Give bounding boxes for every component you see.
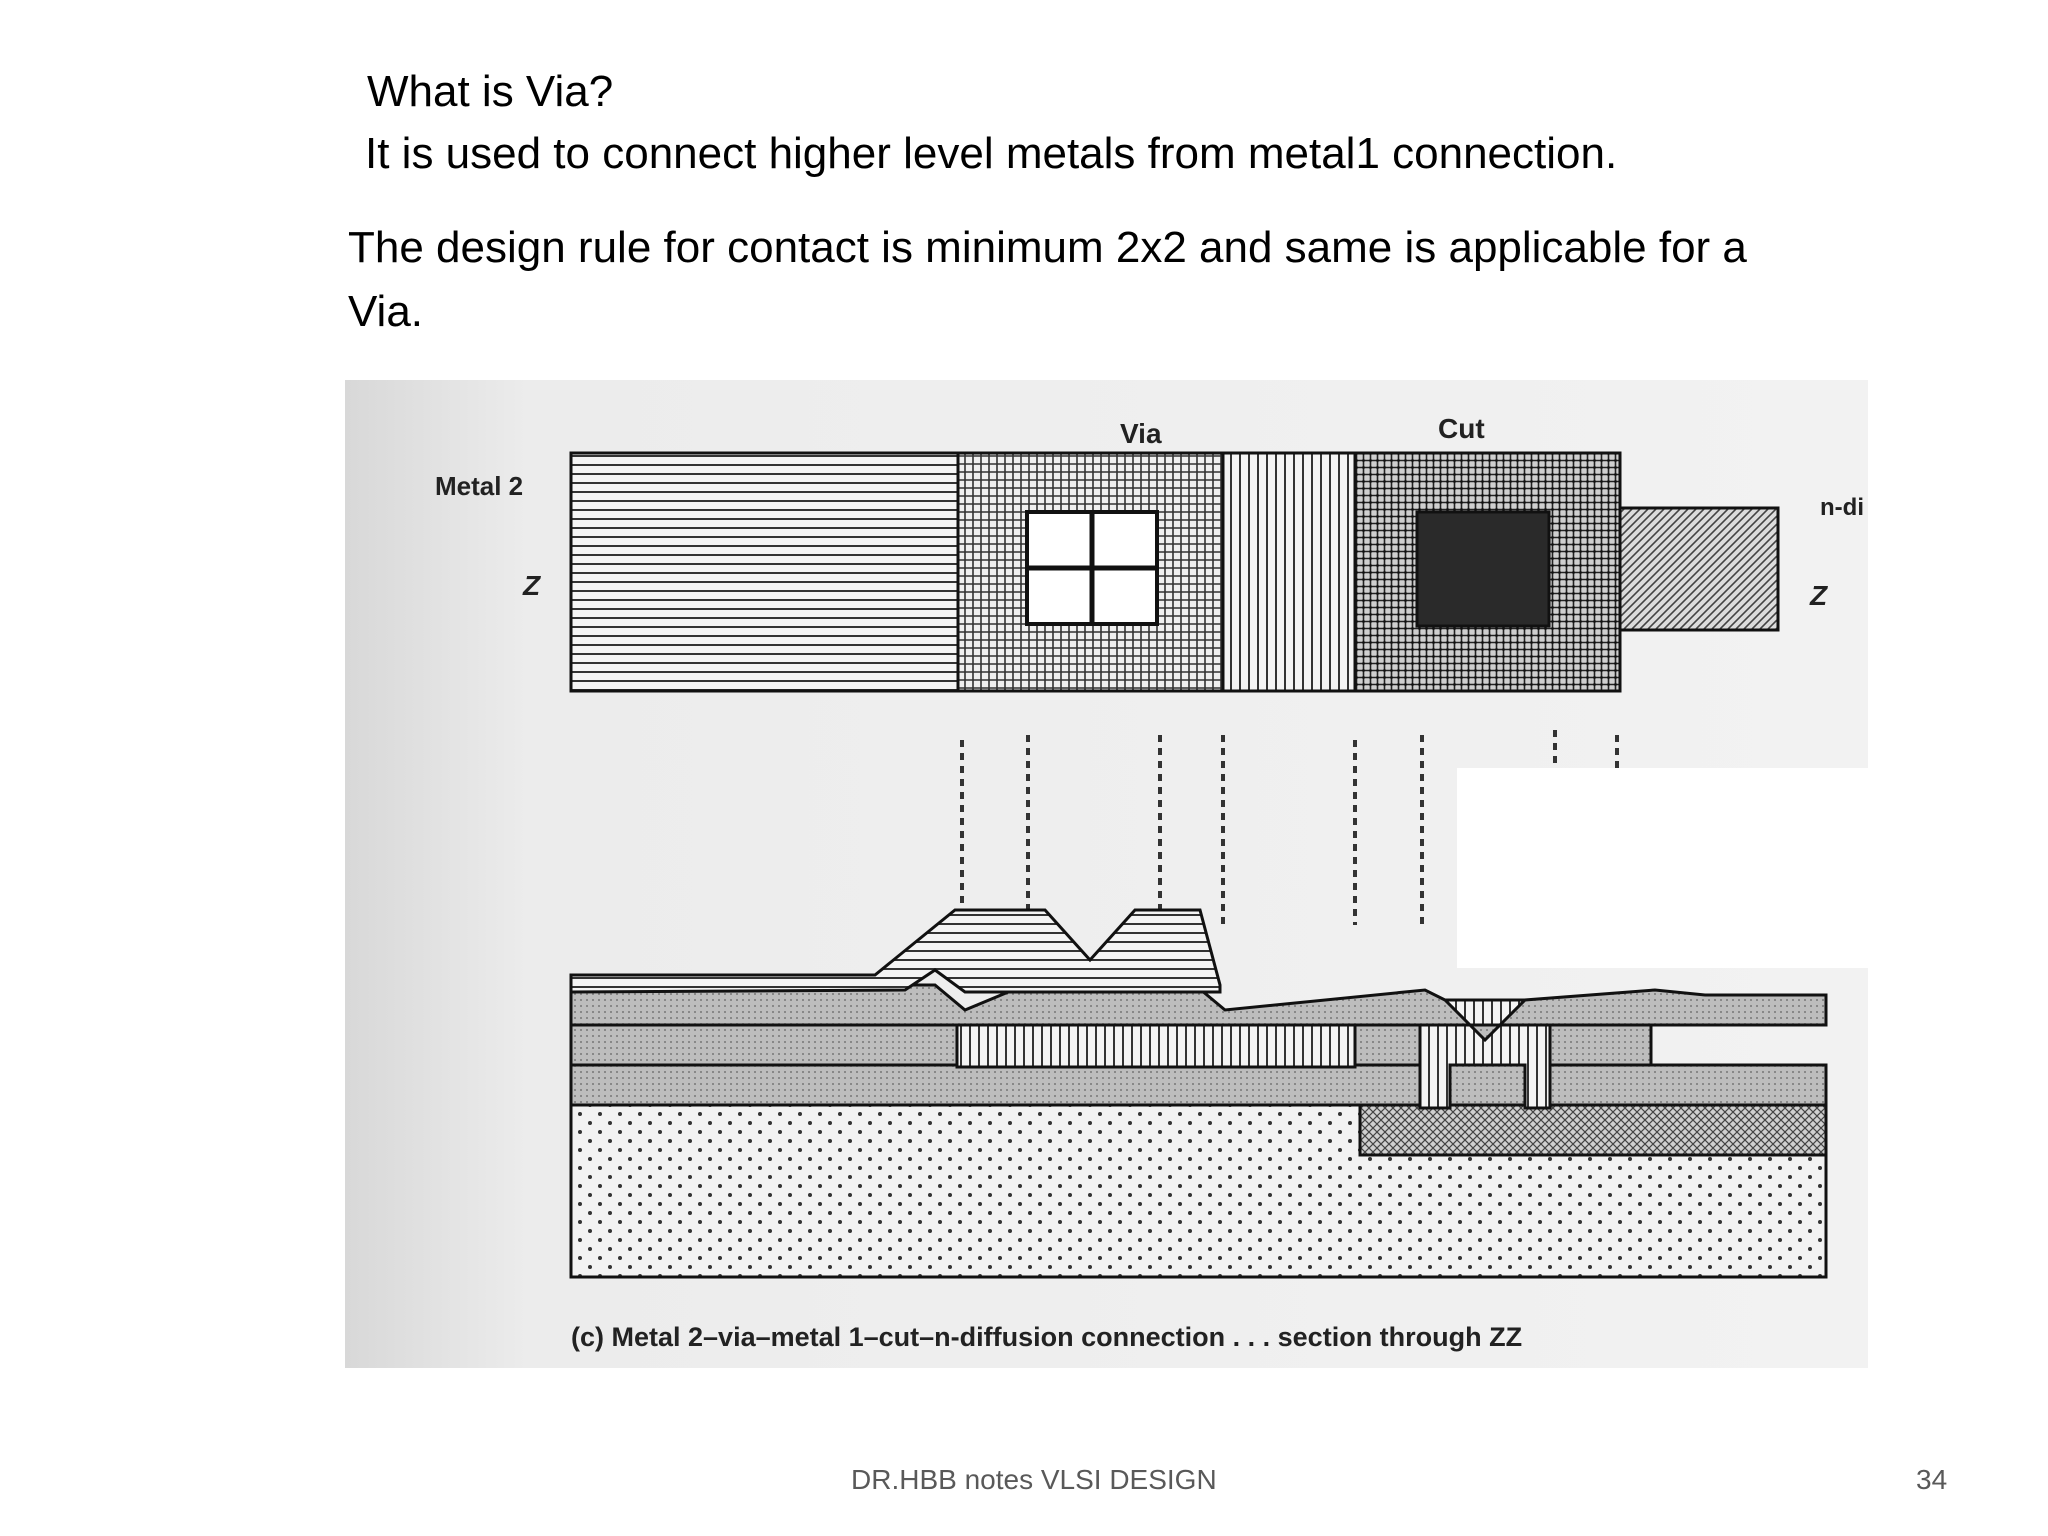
label-via: Via [1120,418,1162,449]
via-layout-figure [345,380,1868,1368]
erased-patch [1457,768,1868,968]
cut-square [1417,512,1549,626]
n-diffusion-region [1620,508,1778,630]
label-metal2: Metal 2 [435,471,524,501]
slide-answer: It is used to connect higher level metals from metal1 connection. [365,129,1618,178]
metal1-layer [957,1025,1355,1067]
oxide-layer [571,1065,1826,1105]
layout-plan-view [571,453,1778,691]
design-rule-line-1: The design rule for contact is minimum 2x2 and same is applicable for a [348,223,1747,272]
label-n-diffusion: n-di [1820,494,1864,521]
label-z-left: Z [523,570,541,601]
metal1-region [1223,453,1355,691]
n-diffusion-layer [1360,1105,1826,1155]
label-z-right: Z [1810,580,1828,611]
page-number: 34 [1916,1464,1948,1495]
figure-caption: (c) Metal 2–via–metal 1–cut–n-diffusion connection . . . section through ZZ [571,1322,1523,1352]
footer-text: DR.HBB notes VLSI DESIGN [851,1464,1217,1495]
label-cut: Cut [1438,413,1485,444]
slide-question: What is Via? [367,67,614,116]
design-rule-line-2: Via. [348,287,424,336]
metal2-region [571,453,958,691]
